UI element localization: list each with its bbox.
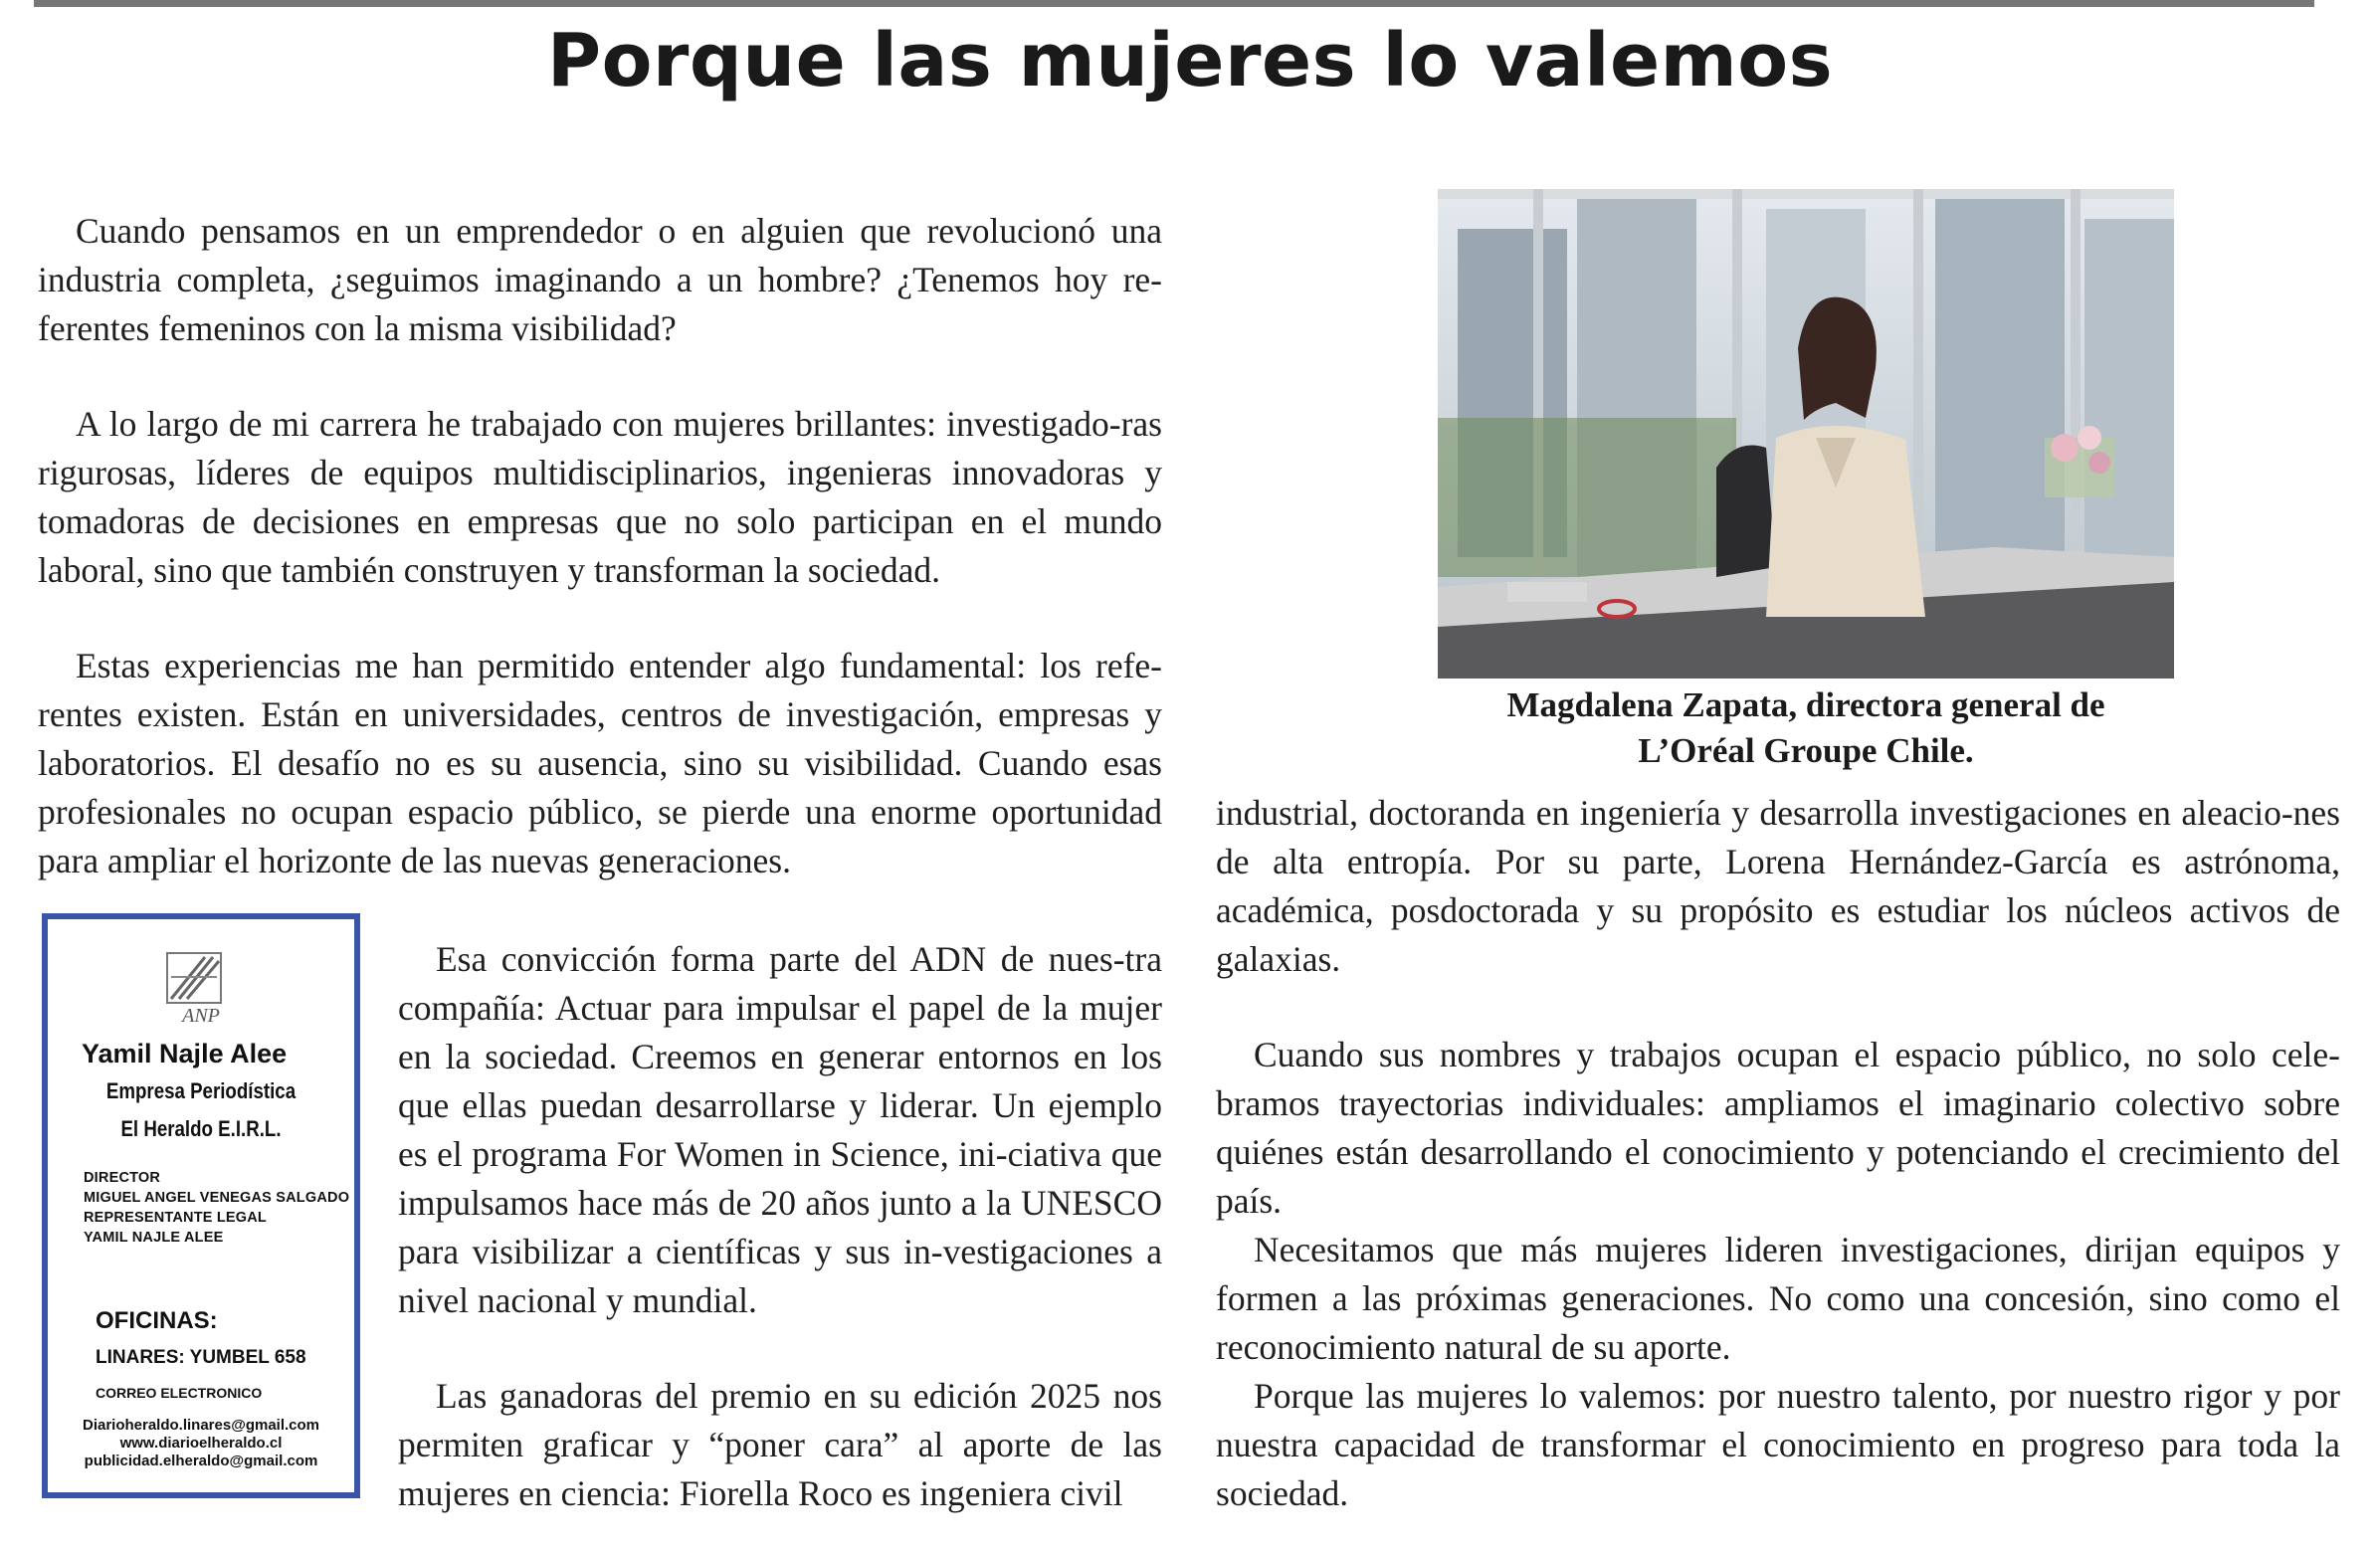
portrait-photo: [1438, 189, 2174, 679]
logo-abbreviation: ANP: [182, 1005, 220, 1027]
director-label: DIRECTOR: [84, 1170, 161, 1186]
company-name: El Heraldo E.I.R.L.: [120, 1116, 282, 1141]
middle-column: [398, 935, 1162, 1518]
caption-line: Magdalena Zapata, directora general de: [1506, 685, 2105, 724]
company-name: Empresa Periodística: [105, 1078, 297, 1103]
email-link[interactable]: publicidad.elheraldo@gmail.com: [84, 1453, 318, 1469]
caption-line: L’Oréal Groupe Chile.: [1638, 731, 1974, 770]
owner-name: Yamil Najle Alee: [82, 1039, 288, 1068]
left-column: [38, 207, 1162, 885]
website-link[interactable]: www.diarioelheraldo.cl: [119, 1435, 283, 1452]
right-column: [1216, 789, 2340, 1518]
offices-label: OFICINAS:: [96, 1307, 218, 1334]
paragraph: Las ganadoras del premio en su edición 2025 nos permiten graficar y “poner cara” al aporte de las mujeres en ciencia: Fiorella Roco es ingeniera civil: [398, 1376, 1162, 1513]
headline: Porque las mujeres lo valemos: [546, 18, 1834, 103]
email-link[interactable]: Diarioheraldo.linares@gmail.com: [82, 1417, 320, 1434]
email-label: CORREO ELECTRONICO: [96, 1385, 263, 1401]
director-name: MIGUEL ANGEL VENEGAS SALGADO: [84, 1190, 350, 1206]
paragraph: Porque las mujeres lo valemos: por nuestro talento, por nuestro rigor y por nuestra capacidad de transformar el conocimiento en progreso para toda la sociedad.: [1216, 1376, 2340, 1513]
legal-rep-label: REPRESENTANTE LEGAL: [84, 1210, 267, 1226]
masthead-box: [42, 913, 360, 1498]
paragraph: Necesitamos que más mujeres lideren investigaciones, dirijan equipos y formen a las próximas generaciones. No como una concesión, sino como el reconocimiento natural de su aporte.: [1216, 1230, 2340, 1367]
paragraph: Cuando sus nombres y trabajos ocupan el espacio público, no solo cele-bramos trayectorias individuales: ampliamos el imaginario colectivo sobre quiénes están desarrollando el conocimiento y potenciando el crecimiento del país.: [1216, 1035, 2340, 1221]
paragraph: Cuando pensamos en un emprendedor o en alguien que revolucionó una industria completa, ¿seguimos imaginando a un hombre? ¿Tenemos hoy re-ferentes femeninos con la misma visibilidad?: [38, 211, 1162, 348]
paragraph: industrial, doctoranda en ingeniería y desarrolla investigaciones en aleacio-nes de alta entropía. Por su parte, Lorena Hernández-García es astrónoma, académica, posdoctorada y su propósito es estudiar los núcleos activos de galaxias.: [1216, 793, 2340, 979]
paragraph: A lo largo de mi carrera he trabajado con mujeres brillantes: investigado-ras rigurosas, líderes de equipos multidisciplinarios, ingenieras innovadoras y tomadoras de decisiones en empresas que no solo participan en el mundo laboral, sino que también construyen y transforman la sociedad.: [38, 404, 1162, 590]
photo-caption: [1393, 682, 2219, 774]
paragraph: Estas experiencias me han permitido entender algo fundamental: los refe-rentes existen. Están en universidades, centros de investigación, empresas y laboratorios. El desafío no es su ausencia, sino su visibilidad. Cuando esas profesionales no ocupan espacio público, se pierde una enorme oportunidad para ampliar el horizonte de las nuevas generaciones.: [38, 646, 1162, 880]
office-address: LINARES: YUMBEL 658: [96, 1347, 306, 1368]
top-rule: [34, 0, 2314, 7]
legal-rep-name: YAMIL NAJLE ALEE: [84, 1230, 224, 1246]
paragraph: Esa convicción forma parte del ADN de nues-tra compañía: Actuar para impulsar el papel de la mujer en la sociedad. Creemos en generar entornos en los que ellas puedan desarrollarse y liderar. Un ejemplo es el programa For Women in Science, ini-ciativa que impulsamos hace más de 20 años junto a la UNESCO para visibilizar a científicas y sus in-vestigaciones a nivel nacional y mundial.: [398, 939, 1162, 1320]
